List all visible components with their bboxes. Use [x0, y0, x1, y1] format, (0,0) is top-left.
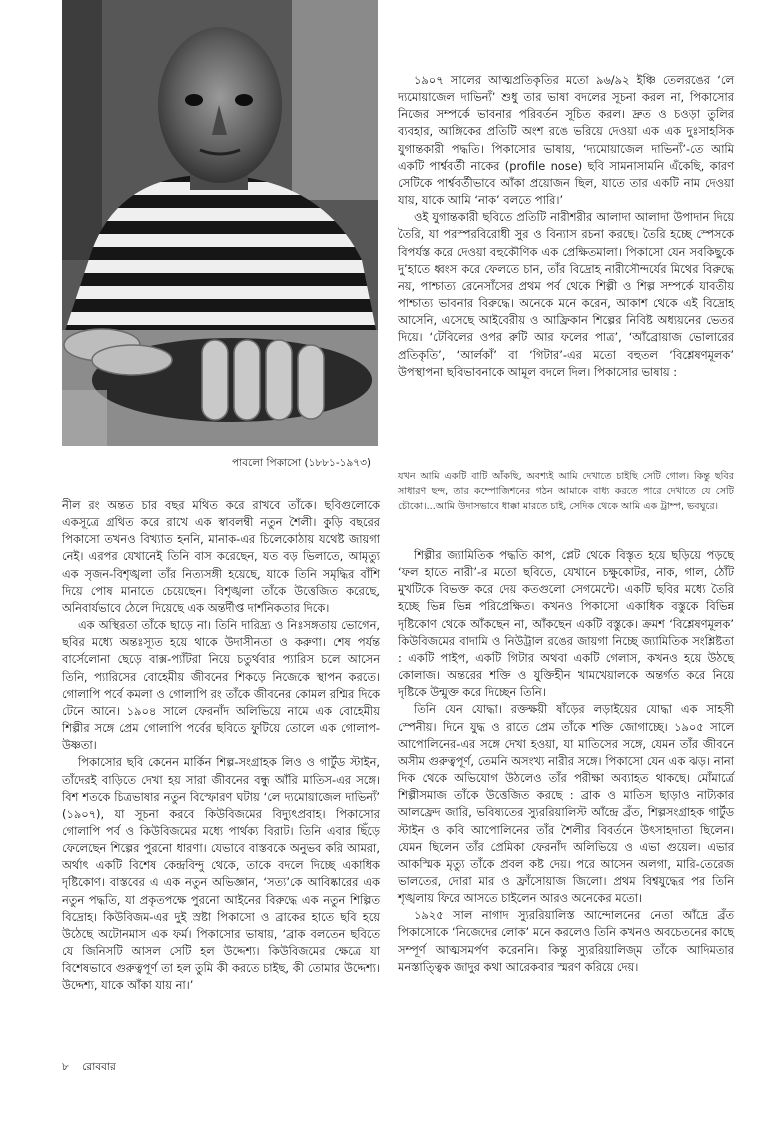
article-column-right-top: [398, 72, 734, 381]
picasso-portrait-photo: [62, 0, 378, 446]
article-paragraph: পিকাসোর ছবি কেনেন মার্কিন শিল্প-সংগ্রাহক লিও ও গার্টুড স্টাইন, তাঁদেরই বাড়িতে দেখা হয় সারা জীবনের বন্ধু আঁরি মাতিস-এর সঙ্গে। বিশ শতকে চিত্রভাষার নতুন বিস্ফোরণ ঘটায় ‘লে দ্যমোয়াজেল দাভিন্যঁ’ (১৯০৭), যা সূচনা করবে কিউবিজমের বিদ্যুৎপ্রবাহ। পিকাসোর গোলাপি পর্ব ও কিউবিজমের মধ্যে পার্থক্য বিরাট। তিনি এবার ছিঁড়ে ফেলেছেন শিল্পের পুরনো ধারণা। যেভাবে বাস্তবকে অনুভব করি আমরা, অর্থাৎ একটি বিশেষ কেন্দ্রবিন্দু থেকে, তাকে বদলে দিচ্ছে একাধিক দৃষ্টিকোণ। বাস্তবের এ এক নতুন অভিজ্ঞান, ‘সত্য’কে আবিষ্কারের এক নতুন পদ্ধতি, যা প্রকৃতপক্ষে পুরনো আইনের বিরুদ্ধে এক নতুন শিল্পিত বিদ্রোহ। কিউবিজম-এর দুই স্রষ্টা পিকাসো ও ব্রাকের হাতে ছবি হয়ে উঠেছে অটোনমাস এক ফর্ম। পিকাসোর ভাষায়, ‘ব্রাক বলতেন ছবিতে যে জিনিসটি আসল সেটি হল উদ্দেশ্য। কিউবিজমের ক্ষেত্রে যা বিশেষভাবে গুরুত্বপূর্ণ তা হল তুমি কী করতে চাইছ, কী তোমার উদ্দেশ্য। উদ্দেশ্য, যাকে আঁকা যায় না।’: [62, 755, 380, 993]
page-number: ৮: [62, 1061, 69, 1073]
article-paragraph: ওই যুগান্তকারী ছবিতে প্রতিটি নারীশরীর আলাদা আলাদা উপাদান দিয়ে তৈরি, যা পরস্পরবিরোধী সুর ও বিন্যাস রচনা করছে। তৈরি হচ্ছে স্পেসকে বিপর্যস্ত করে দেওয়া বহুকৌণিক এক প্রেক্ষিতমালা। পিকাসো যেন সবকিছুকে দু’হাতে ধ্বংস করে ফেলতে চান, তাঁর বিদ্রোহ নারীসৌন্দর্যের মিথের বিরুদ্ধে নয়, পাশ্চাত্য রেনেসাঁসের প্রথম পর্ব থেকে শিল্পী ও শিল্প সম্পর্কে যাবতীয় পাশ্চাত্য ভাবনার বিরুদ্ধে। অনেকে মনে করেন, আকাশ থেকে এই বিদ্রোহ আসেনি, এসেছে আইবেরীয় ও আফ্রিকান শিল্পের নিবিষ্ট অধ্যয়নের ভেতর দিয়ে। ‘টেবিলের ওপর রুটি আর ফলের পাত্র’, ‘আঁব্রোয়াজ ভোলারের প্রতিকৃতি’, ‘আর্লকাঁ’ বা ‘গিটার’-এর মতো বহুতল ‘বিশ্লেষণমূলক’ উপস্থাপনা ছবিভাবনাকে আমূল বদলে দিল। পিকাসোর ভাষায় :: [398, 210, 734, 379]
article-column-right-bottom: [398, 547, 734, 976]
article-paragraph: এক অস্থিরতা তাঁকে ছাড়ে না। তিনি দারিদ্র্য ও নিঃসঙ্গতায় ভোগেন, ছবির মধ্যে অন্তঃস্যূত হয়ে থাকে উদাসীনতা ও করুণা। শেষ পর্যন্ত বার্সেলোনা ছেড়ে বাক্স-প্যাঁটরা নিয়ে চতুর্থবার প্যারিস চলে আসেন তিনি, প্যারিসের বোহেমীয় জীবনের শিকড়ে নিজেকে স্থাপন করতে। গোলাপি পর্বে কমলা ও গোলাপি রং তাঁকে জীবনের কোমল রশ্মির দিকে টেনে আনে। ১৯০৪ সালে ফেরনাঁদ অলিভিয়ে নামে এক বোহেমীয় শিল্পীর সঙ্গে প্রেম গোলাপি পর্বের ছবিতে ফুটিয়ে তোলে এক গোলাপ-উষ্ণতা।: [62, 618, 380, 753]
section-name: রোববার: [82, 1061, 116, 1073]
article-column-left: [62, 497, 380, 995]
article-paragraph: তিনি যেন যোদ্ধা। রক্তক্ষয়ী ষাঁড়ের লড়াইয়ের যোদ্ধা এক সাহসী স্পেনীয়। দিনে যুদ্ধ ও রাতে প্রেম তাঁকে শক্তি জোগাচ্ছে। ১৯০৫ সালে আপোলিনের-এর সঙ্গে দেখা হওয়া, যা মাতিসের সঙ্গে, যেমন তাঁর জীবনে অসীম গুরুত্বপূর্ণ, তেমনি অসংখ্য নারীর সঙ্গে। পিকাসো যেন এক ঝড়। নানা দিক থেকে অভিযোগ উঠলেও তাঁর পরীক্ষা অব্যাহত থাকছে। মোঁমার্ত্রে শিল্পীসমাজ তাঁকে উত্তেজিত করছে : ব্রাক ও মাতিস ছাড়াও নাট্যকার আলফ্রেদ জারি, ভবিষ্যতের স্যুররিয়ালিস্ট আঁন্দ্রে ব্রঁত, শিল্পসংগ্রাহক গার্টুড স্টাইন ও কবি আপোলিনের তাঁর শৈলীর বিবর্তনে উৎসাহদাতা ছিলেন। যেমন ছিলেন তাঁর প্রেমিকা ফেরনাঁদ অলিভিয়ে ও এভা গুয়েল। এভার আকস্মিক মৃত্যু তাঁকে প্রবল কষ্ট দেয়। পরে আসেন অলগা, মারি-তেরেজ ভালতের, দোরা মার ও ফ্রাঁসোয়াজ জিলো। প্রথম বিশ্বযুদ্ধের পর তিনি শৃঙ্খলায় ফিরে আসতে চাইলেন আরও অনেকের মতো।: [398, 702, 734, 906]
article-paragraph: শিল্পীর জ্যামিতিক পদ্ধতি কাপ, প্লেট থেকে বিস্তৃত হয়ে ছড়িয়ে পড়ছে ‘ফল হাতে নারী’-র মতো ছবিতে, যেখানে চক্ষুকোটর, নাক, গাল, ঠোঁট মুখটিকে বিভক্ত করে দেয় কতগুলো সেগমেন্টে। একটি ছবির মধ্যে তৈরি হচ্ছে ভিন্ন ভিন্ন পরিপ্রেক্ষিত। কখনও পিকাসো একাধিক বস্তুকে বিভিন্ন দৃষ্টিকোণ থেকে আঁকছেন না, আঁকছেন একটি বস্তুকে। ক্রমশ ‘বিশ্লেষণমূলক’ কিউবিজমের বাদামি ও নিউট্রাল রঙের জায়গা নিচ্ছে জ্যামিতিক সংশ্লিষ্টতা : একটি পাইপ, একটি গিটার অথবা একটি গেলাস, কখনও হয়ে উঠছে কোলাজ। অন্তরের শক্তি ও যুক্তিহীন খামখেয়ালকে অন্তর্গত করে নিয়ে দৃষ্টিকে উন্মুক্ত করে দিচ্ছেন তিনি।: [398, 548, 734, 700]
photo-caption: পাবলো পিকাসো (১৮৮১-১৯৭৩): [232, 457, 372, 469]
article-paragraph: ১৯২৫ সাল নাগাদ স্যুররিয়ালিস্ত আন্দোলনের নেতা আঁদ্রে ব্রঁত পিকাসোকে ‘নিজেদের লোক’ মনে করলেও তিনি কখনও অবচেতনের কাছে সম্পূর্ণ আত্মসমর্পণ করেননি। কিন্তু স্যুররিয়ালিজ্‌ম তাঁকে আদিমতার মনস্তাত্ত্বিক জাদুর কথা আরেকবার স্মরণ করিয়ে দেয়।: [398, 908, 734, 974]
picasso-portrait-illustration: [62, 0, 378, 446]
pull-quote: যখন আমি একটি বাটি আঁকছি, অবশ্যই আমি দেখাতে চাইছি সেটি গোল। কিন্তু ছবির সাধারণ ছন্দ, তার কম্পোজিশনের গঠন আমাকে বাধ্য করতে পারে দেখাতে যে সেটি চৌকো।...আমি উদাসভাবে ধাক্কা মারতে চাই, সেদিক থেকে আমি এক ট্রাম্প, ভবঘুরে।: [398, 471, 734, 513]
article-paragraph: ১৯০৭ সালের আত্মপ্রতিকৃতির মতো ৯৬/৯২ ইঞ্চি তেলরঙের ‘লে দ্যমোয়াজেল দাভিন্যঁ’ শুধু তার ভাষা বদলের সূচনা করল না, পিকাসোর নিজের সম্পর্কে ভাবনার পরিবর্তন সূচিত করল। দ্রুত ও চওড়া তুলির ব্যবহার, আঙ্গিকের প্রতিটি অংশ রঙে ভরিয়ে দেওয়া এক এক দুঃসাহসিক যুগান্তকারী পদ্ধতি। পিকাসোর ভাষায়, ‘দ্যমোয়াজেল দাভিন্যঁ’-তে আমি একটি পার্শ্ববর্তী নাকের (profile nose) ছবি সামনাসামনি এঁকেছি, কারণ সেটিকে পার্শ্ববর্তীভাবে আঁকা প্রয়োজন ছিল, যাতে তার একটি নাম দেওয়া যায়, যাকে আমি ‘নাক’ বলতে পারি।’: [398, 73, 734, 208]
page-footer: [62, 1060, 126, 1077]
article-paragraph: নীল রং অন্তত চার বছর মথিত করে রাখবে তাঁকে। ছবিগুলোকে একসূত্রে গ্রথিত করে রাখে এক স্বাবলম্বী নতুন শৈলী। কুড়ি বছরের পিকাসো তখনও বিখ্যাত হননি, মানাক-এর চিলেকোঠায় যথেষ্ট জায়গা নেই। এরপর যেখানেই তিনি বাস করেছেন, যত বড় ভিলাতে, আমৃত্যু এক সৃজন-বিশৃঙ্খলা তাঁর নিত্যসঙ্গী হয়েছে, যাকে তিনি সমৃদ্ধির বাঁশি দিয়ে পোষ মানাতে চেয়েছেন। বিশৃঙ্খলা তাঁকে উত্তেজিত করেছে, অনিবার্যভাবে ঠেলে দিয়েছে এক অন্তর্দীপ্ত দার্শনিকতার দিকে।: [62, 498, 380, 615]
